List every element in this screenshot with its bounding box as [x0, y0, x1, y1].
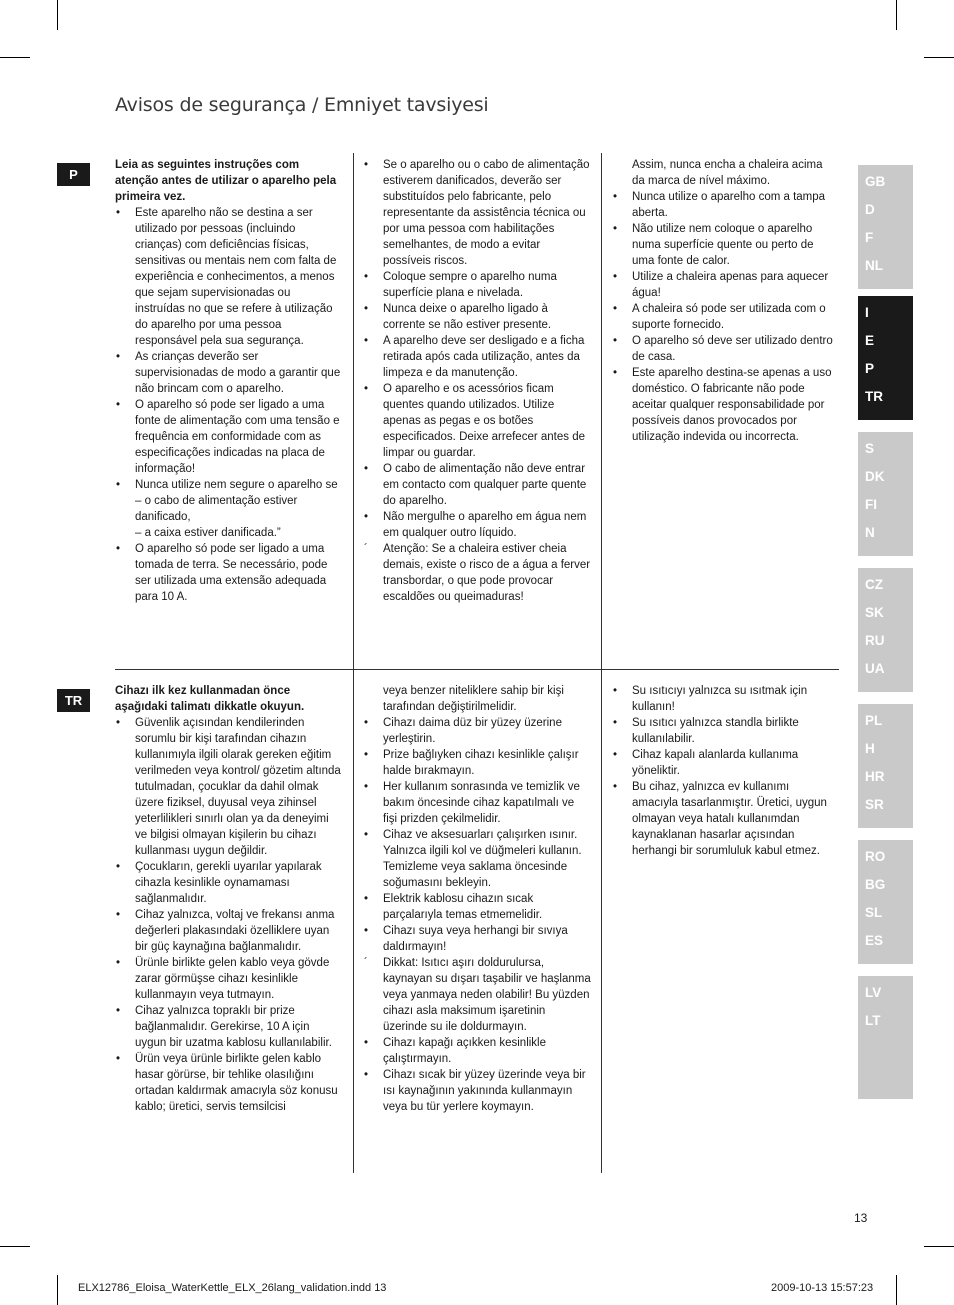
list-item-text: Dikkat: Isıtıcı aşırı doldurulursa, kaynayan su dışarı taşabilir ve haşlanma veya yanmaya neden olabilir! Bu yüzden cihazı asla maksimum işaretinin üzerinde su ile doldurmayın.	[383, 957, 591, 1033]
language-tab-group	[858, 976, 913, 1099]
list-item-text: Prize bağlıyken cihazı kesinlikle çalışır halde bırakmayın.	[383, 749, 579, 777]
list-item	[363, 923, 591, 955]
tr-column-3	[612, 683, 838, 859]
language-tab-ro: RO	[865, 849, 886, 864]
tr-col1-list	[115, 715, 343, 1115]
list-item-text: Cihazı suya veya herhangi bir sıvıya daldırmayın!	[383, 925, 568, 953]
language-tab-s: S	[865, 441, 875, 456]
bullet-icon: ´	[364, 543, 368, 555]
list-item-text: A aparelho deve ser desligado e a ficha retirada após cada utilização, antes da limpeza e da manutenção.	[383, 335, 585, 379]
list-item-text: Utilize a chaleira apenas para aquecer água!	[632, 271, 829, 299]
section-divider	[115, 669, 839, 670]
list-item	[363, 779, 591, 827]
pt-intro: Leia as seguintes instruções com atenção antes de utilizar o aparelho pela primeira vez.	[115, 159, 337, 203]
pt-col3-continuation: Assim, nunca encha a chaleira acima da marca de nível máximo.	[632, 159, 823, 187]
language-tab-sr: SR	[865, 797, 884, 812]
bullet-icon: ´	[364, 957, 368, 969]
crop-mark	[924, 1246, 954, 1247]
bullet-icon: •	[116, 909, 121, 921]
language-tab-fi: FI	[865, 497, 877, 512]
bullet-icon: •	[364, 303, 369, 315]
language-tab-pl: PL	[865, 713, 883, 728]
bullet-icon: •	[613, 781, 618, 793]
list-item-text: Elektrik kablosu cihazın sıcak parçalarıyla temas etmemelidir.	[383, 893, 543, 921]
language-tab-p: P	[865, 361, 875, 376]
list-item	[115, 955, 343, 1003]
list-item	[612, 779, 838, 859]
list-item	[363, 747, 591, 779]
language-tab-d: D	[865, 202, 875, 217]
tr-column-2	[363, 683, 591, 1115]
list-item	[612, 269, 838, 301]
bullet-icon: •	[116, 207, 121, 219]
bullet-icon: •	[116, 861, 121, 873]
list-item	[363, 1035, 591, 1067]
list-item-text: Ürün veya ürünle birlikte gelen kablo hasar görürse, bir tehlike olasılığını ortadan kaldırmak amacıyla söz konusu kablo; üretici, servis temsilcisi	[135, 1053, 338, 1113]
tr-intro: Cihazı ilk kez kullanmadan önce aşağıdaki talimatı dikkatle okuyun.	[115, 685, 305, 713]
column-divider	[353, 670, 354, 1173]
language-tab-lt: LT	[865, 1013, 881, 1028]
list-item	[612, 333, 838, 365]
language-tab-sk: SK	[865, 605, 884, 620]
column-divider	[353, 153, 354, 670]
bullet-icon: •	[364, 893, 369, 905]
column-divider	[601, 153, 602, 670]
bullet-icon: •	[116, 351, 121, 363]
footer-filename: ELX12786_Eloisa_WaterKettle_ELX_26lang_validation.indd 13	[78, 1282, 387, 1294]
list-item-text: Nunca utilize o aparelho com a tampa aberta.	[632, 191, 826, 219]
bullet-icon: •	[364, 159, 369, 171]
list-item-text: Não utilize nem coloque o aparelho numa superfície quente ou perto de uma fonte de calor.	[632, 223, 814, 267]
language-tab-sl: SL	[865, 905, 883, 920]
language-tab-bg: BG	[865, 877, 886, 892]
list-item-text: Cihaz ve aksesuarları çalışırken ısınır. Yalnızca ilgili kol ve düğmeleri kullanın. Temizleme veya saklama öncesinde soğumasını bekleyin.	[383, 829, 582, 889]
bullet-icon: •	[613, 335, 618, 347]
language-tab-nl: NL	[865, 258, 883, 273]
bullet-icon: •	[364, 1037, 369, 1049]
column-divider	[601, 670, 602, 1173]
language-tab-group	[858, 840, 913, 964]
bullet-icon: •	[116, 479, 121, 491]
language-tab-n: N	[865, 525, 875, 540]
list-item-text: Cihazı sıcak bir yüzey üzerinde veya bir ısı kaynağının yakınında kullanmayın veya bu tür yerlere koymayın.	[383, 1069, 586, 1113]
list-item	[115, 349, 343, 397]
page-title: Avisos de segurança / Emniyet tavsiyesi	[115, 94, 489, 116]
language-tab-es: ES	[865, 933, 884, 948]
list-item	[612, 365, 838, 445]
list-item	[363, 381, 591, 461]
bullet-icon: •	[613, 367, 618, 379]
bullet-icon: •	[613, 749, 618, 761]
bullet-icon: •	[613, 191, 618, 203]
list-item-text: Cihaz yalnızca, voltaj ve frekansı anma değerleri plakasındaki özelliklere uyan bir güç kaynağına bağlanmalıdır.	[135, 909, 335, 953]
pt-col3-list	[612, 189, 838, 445]
bullet-icon: •	[116, 957, 121, 969]
list-item	[363, 301, 591, 333]
pt-column-1	[115, 157, 343, 605]
bullet-icon: •	[613, 271, 618, 283]
list-item-text: Este aparelho destina-se apenas a uso doméstico. O fabricante não pode aceitar qualquer responsabilidade por possíveis danos provocados por utilização indevida ou incorrecta.	[632, 367, 832, 443]
list-item-text: O aparelho só pode ser ligado a uma tomada de terra. Se necessário, pode ser utilizada uma extensão adequada para 10 A.	[135, 543, 328, 603]
list-item-text: Se o aparelho ou o cabo de alimentação estiverem danificados, deverão ser substituídos pelo fabricante, pelo representante da assistência técnica ou por uma pessoa com habilitações semelhantes, de modo a evitar possíveis riscos.	[383, 159, 590, 267]
language-tab-ua: UA	[865, 661, 885, 676]
language-tab-tr: TR	[865, 389, 883, 404]
language-tab-group	[858, 568, 913, 692]
list-item	[115, 205, 343, 349]
page-number: 13	[854, 1211, 868, 1225]
bullet-icon: •	[364, 749, 369, 761]
language-tab-e: E	[865, 333, 875, 348]
bullet-icon: •	[364, 925, 369, 937]
bullet-icon: •	[364, 511, 369, 523]
crop-mark	[0, 57, 30, 58]
list-item-text: Ürünle birlikte gelen kablo veya gövde zarar görmüşse cihazı kesinlikle kullanmayın veya tutmayın.	[135, 957, 330, 1001]
section-label-tr: TR	[57, 689, 90, 712]
crop-mark	[0, 1246, 30, 1247]
list-item-text: Cihazı kapağı açıkken kesinlikle çalıştırmayın.	[383, 1037, 546, 1065]
list-item	[612, 683, 838, 715]
bullet-icon: •	[613, 223, 618, 235]
bullet-icon: •	[613, 685, 618, 697]
list-item-text: As crianças deverão ser supervisionadas de modo a garantir que não brincam com o aparelho.	[135, 351, 341, 395]
list-item-text: Nunca utilize nem segure o aparelho se – o cabo de alimentação estiver danificado, – a caixa estiver danificada.”	[135, 479, 338, 539]
tr-col3-list	[612, 683, 838, 859]
tr-col2-list	[363, 715, 591, 1115]
list-item-text: Atenção: Se a chaleira estiver cheia demais, existe o risco de a água a ferver transbordar, o que pode provocar escaldões ou queimaduras!	[383, 543, 591, 603]
list-item-text: A chaleira só pode ser utilizada com o suporte fornecido.	[632, 303, 826, 331]
list-item	[115, 397, 343, 477]
footer-timestamp: 2009-10-13 15:57:23	[771, 1282, 874, 1294]
list-item	[115, 477, 343, 541]
list-item-text: Nunca deixe o aparelho ligado à corrente se não estiver presente.	[383, 303, 552, 331]
bullet-icon: •	[364, 271, 369, 283]
list-item-text: Güvenlik açısından kendilerinden sorumlu bir kişi tarafından cihazın kullanımıyla ilgili olarak gereken eğitim verilmeden veya kontrol/ gözetim altında tutulmadan, çocuklar da dahil olmak üzere fiziksel, duyusal veya zihinsel yeterlilikleri sınırlı olan ya da deneyimi ve bilgisi olmayan kişilerin bu cihazı kullanması uygun değildir.	[135, 717, 341, 857]
bullet-icon: •	[364, 335, 369, 347]
bullet-icon: •	[116, 399, 121, 411]
bullet-icon: •	[116, 1053, 121, 1065]
crop-mark	[896, 0, 897, 30]
bullet-icon: •	[116, 1005, 121, 1017]
language-tab-lv: LV	[865, 985, 882, 1000]
language-tab-i: I	[865, 305, 869, 320]
list-item	[363, 1067, 591, 1115]
list-item-text: O aparelho e os acessórios ficam quentes quando utilizados. Utilize apenas as pegas e os botões especificados. Deixe arrefecer antes de limpar ou guardar.	[383, 383, 585, 459]
list-item	[612, 715, 838, 747]
bullet-icon: •	[364, 717, 369, 729]
bullet-icon: •	[364, 383, 369, 395]
list-item	[363, 461, 591, 509]
list-item-text: Cihaz kapalı alanlarda kullanıma yöneliktir.	[632, 749, 799, 777]
list-item-text: Coloque sempre o aparelho numa superfície plana e nivelada.	[383, 271, 557, 299]
list-item-text: Não mergulhe o aparelho em água nem em qualquer outro líquido.	[383, 511, 587, 539]
list-item	[612, 747, 838, 779]
pt-column-2	[363, 157, 591, 605]
list-item	[612, 301, 838, 333]
tr-col2-continuation: veya benzer niteliklere sahip bir kişi tarafından değiştirilmelidir.	[383, 685, 564, 713]
bullet-icon: •	[364, 463, 369, 475]
list-item	[363, 509, 591, 541]
bullet-icon: •	[613, 303, 618, 315]
list-item	[115, 1003, 343, 1051]
list-item-text: O aparelho só pode ser ligado a uma fonte de alimentação com uma tensão e frequência em conformidade com as especificações indicadas na placa de informação!	[135, 399, 340, 475]
list-item-text: Su ısıtıcı yalnızca standla birlikte kullanılabilir.	[632, 717, 799, 745]
list-item	[363, 827, 591, 891]
language-tab-f: F	[865, 230, 874, 245]
bullet-icon: •	[364, 1069, 369, 1081]
list-item	[363, 955, 591, 1035]
list-item	[363, 715, 591, 747]
language-tab-hr: HR	[865, 769, 885, 784]
bullet-icon: •	[116, 543, 121, 555]
list-item	[612, 189, 838, 221]
list-item-text: Este aparelho não se destina a ser utilizado por pessoas (incluindo crianças) com deficiências físicas, sensitivas ou mentais nem com falta de experiência e conhecimentos, a menos que sejam supervisionadas ou instruídas no que se refere à utilização do aparelho por uma pessoa responsável pela sua segurança.	[135, 207, 337, 347]
list-item	[115, 1051, 343, 1115]
crop-mark	[57, 0, 58, 30]
language-tab-group	[858, 296, 913, 420]
list-item	[115, 907, 343, 955]
language-tab-h: H	[865, 741, 875, 756]
crop-mark	[896, 1275, 897, 1305]
list-item-text: Cihazı daima düz bir yüzey üzerine yerleştirin.	[383, 717, 562, 745]
list-item	[115, 541, 343, 605]
language-tab-cz: CZ	[865, 577, 883, 592]
language-tab-dk: DK	[865, 469, 885, 484]
list-item-text: O aparelho só deve ser utilizado dentro de casa.	[632, 335, 833, 363]
pt-col2-list	[363, 157, 591, 605]
bullet-icon: •	[613, 717, 618, 729]
list-item-text: Cihaz yalnızca topraklı bir prize bağlanmalıdır. Gerekirse, 10 A için uygun bir uzatma kablosu kullanılabilir.	[135, 1005, 332, 1049]
list-item	[363, 333, 591, 381]
list-item	[363, 269, 591, 301]
list-item-text: Çocukların, gerekli uyarılar yapılarak cihazla kesinlikle oynamaması sağlanmalıdır.	[135, 861, 322, 905]
language-tab-group	[858, 432, 913, 556]
list-item-text: Her kullanım sonrasında ve temizlik ve bakım öncesinde cihaz kapatılmalı ve fişi prizden çekilmelidir.	[383, 781, 580, 825]
list-item	[115, 859, 343, 907]
list-item-text: Su ısıtıcıyı yalnızca su ısıtmak için kullanın!	[632, 685, 808, 713]
language-tab-group	[858, 165, 913, 289]
list-item	[363, 541, 591, 605]
crop-mark	[924, 57, 954, 58]
bullet-icon: •	[364, 829, 369, 841]
crop-mark	[57, 1275, 58, 1305]
list-item-text: Bu cihaz, yalnızca ev kullanımı amacıyla tasarlanmıştır. Üretici, uygun olmayan veya hatalı kullanımdan kaynaklanan hasarlar açısından herhangi bir sorumluluk kabul etmez.	[632, 781, 827, 857]
pt-col1-list	[115, 205, 343, 605]
language-tab-gb: GB	[865, 174, 886, 189]
pt-column-3	[612, 157, 838, 445]
list-item	[612, 221, 838, 269]
list-item	[363, 157, 591, 269]
tr-column-1	[115, 683, 343, 1115]
language-tab-group	[858, 704, 913, 828]
list-item	[363, 891, 591, 923]
language-tab-ru: RU	[865, 633, 885, 648]
bullet-icon: •	[364, 781, 369, 793]
section-label-p: P	[57, 163, 90, 186]
list-item	[115, 715, 343, 859]
bullet-icon: •	[116, 717, 121, 729]
list-item-text: O cabo de alimentação não deve entrar em contacto com qualquer parte quente do aparelho.	[383, 463, 587, 507]
